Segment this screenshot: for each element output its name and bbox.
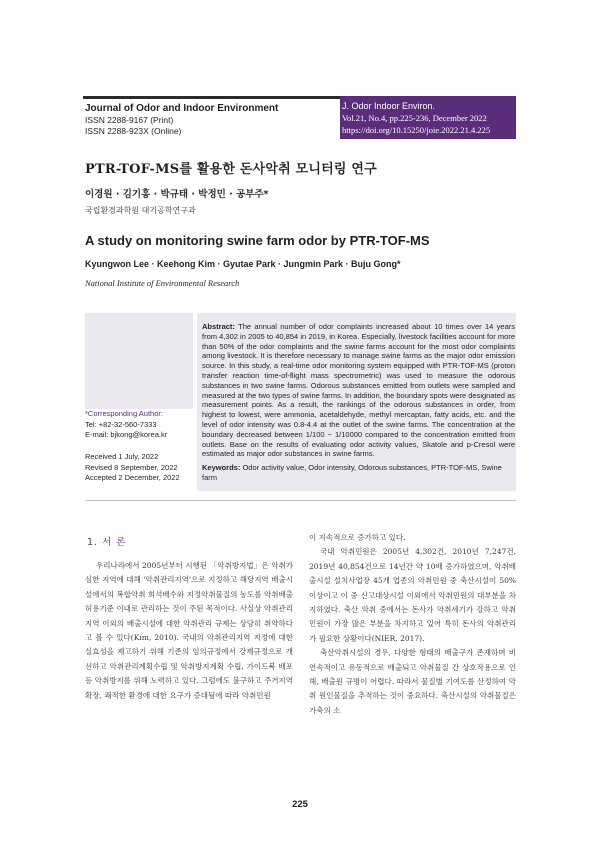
section-title-introduction: 1. 서 론 bbox=[87, 537, 127, 548]
body-paragraph: 국내 악취민원은 2005년 4,302건, 2010년 7,247건, 2019년 40,854건으로 14년간 약 10배 증가하였으며, 악취배출시설 설치사업장 45개 업종의 악취민원 중 축산시설이 50% 이상이고 이 중 신고대상시설 이외에서 악취민원의 대부분을 차지하였다. 축산 악취 중에서는 돈사가 악취세기가 강하고 악취민원이 가장 많은 부분을 차지하고 있어 특히 돈사의 악취관리가 필요한 상황이다(NIER, 2017). bbox=[309, 547, 516, 643]
journal-abbrev: J. Odor Indoor Environ. bbox=[342, 101, 436, 111]
header-rule-left bbox=[83, 96, 340, 99]
revised-date: Revised 8 September, 2022 bbox=[85, 462, 178, 472]
keywords-text: Odor activity value, Odor intensity, Odorous substances, PTR-TOF-MS, Swine farm bbox=[202, 463, 502, 482]
sidebar-shade bbox=[85, 313, 193, 409]
keywords-label: Keywords: bbox=[202, 463, 241, 472]
accepted-date: Accepted 2 December, 2022 bbox=[85, 473, 180, 482]
journal-info bbox=[85, 103, 340, 137]
doi-link[interactable]: https://doi.org/10.15250/joie.2022.21.4.225 bbox=[342, 125, 491, 135]
body-paragraph: 우리나라에서 2005년부터 시행된 「악취방지법」은 악취가 심한 지역에 대해 '악취관리지역'으로 지정하고 해당지역 배출시설에서의 복합악취 희석배수와 지정악취물질의 농도를 악취배출허용기준 이내로 관리하는 것이 주된 목적이다. 사실상 악취관리지역 이외의 배출시설에 대한 악취관리 규제는 상당히 취약하다고 볼 수 있다(Kim, 2010). 국내의 악취관리지역 지정에 대한 실효성을 제고하기 위해 기존의 임의규정에서 강제규정으로 개선하고 악취관리계획수립 및 악취방지계획 수립, 가이드북 배포 등 악취방지를 위해 노력하고 있다. 그럼에도 불구하고 주거지역 확장, 쾌적한 환경에 대한 요구가 증대됨에 따라 악취민원 bbox=[85, 561, 293, 700]
authors-english: Kyungwon Lee · Keehong Kim · Gyutae Park · Jungmin Park · Buju Gong* bbox=[85, 259, 401, 269]
body-paragraph: 이 지속적으로 증가하고 있다. bbox=[309, 533, 406, 542]
abstract bbox=[202, 322, 515, 459]
received-date: Received 1 July, 2022 bbox=[85, 452, 159, 461]
volume-info: Vol.21, No.4, pp.225-236, December 2022 bbox=[342, 113, 487, 123]
body-column-left bbox=[85, 559, 293, 703]
body-paragraph: 축산악취시설의 경우, 다양한 형태의 배출구가 존재하며 비연속적이고 유동적으로 배출되고 악취물질 간 상호작용으로 인해, 배출원 규명이 어렵다. 따라서 물질별 기여도를 산정하여 악취 원인물질을 추적하는 것이 중요하다. 축산시설의 악취물질은 가축의 소 bbox=[309, 648, 516, 715]
affiliation-korean: 국립환경과학원 대기공학연구과 bbox=[85, 206, 196, 215]
corresponding-tel: Tel: +82-32-560-7333 bbox=[85, 419, 157, 429]
abstract-text: The annual number of odor complaints increased about 10 times over 14 years from 4,302 in 2005 to 40,854 in 2019, in Korea. Especially, livestock facilities account for more than 50% of the odor complaints and the swine farms account for the most odor complaints among livestock. It is therefore necessary to manage swine farms as the major odor emission source. In this study, a real-time odor monitoring system equipped with PTR-TOF-MS (proton transfer reaction time-of-flight mass spectrometric) was used to measure the odorous substances in two swine farms. Odorous substances emitted from outlets were sampled and measured at the two types of swine farms. In addition, the boundary spots were designated as measurement points. As a result, the rankings of the odorous substances in order, from highest to lowest, were ammonia, acetaldehyde, methyl mercaptan, fatty acids, etc. and the level of odor intensity was 0.8-4.4 at the outlet of the swine farms. The concentration at the boundary decreased between 1/100 ~ 1/10000 compared to the concentration emitted from outlets. Base on the results of evaluating odor activity values, Skatole and p-Cresol were estimated as major odor substances in swine farms. bbox=[202, 322, 515, 459]
issn-print: ISSN 2288-9167 (Print) bbox=[85, 115, 174, 125]
issn-online: ISSN 2288-923X (Online) bbox=[85, 126, 182, 136]
journal-title: Journal of Odor and Indoor Environment bbox=[85, 103, 279, 114]
authors-korean: 이경원 · 김기홍 · 박규태 · 박정민 · 공부주* bbox=[85, 189, 269, 200]
affiliation-english: National Institute of Environmental Research bbox=[85, 278, 240, 288]
corresponding-author-info bbox=[85, 409, 195, 441]
page-number: 225 bbox=[292, 799, 308, 810]
title-english: A study on monitoring swine farm odor by PTR-TOF-MS bbox=[85, 233, 430, 248]
title-korean: PTR-TOF-MS를 활용한 돈사악취 모니터링 연구 bbox=[85, 162, 377, 177]
corresponding-label: *Corresponding Author: bbox=[85, 409, 163, 418]
journal-citation-box bbox=[340, 99, 516, 139]
section-divider bbox=[85, 500, 516, 501]
abstract-label: Abstract: bbox=[202, 322, 235, 331]
keywords bbox=[202, 463, 515, 483]
corresponding-email[interactable]: E-mail: bjkong@korea.kr bbox=[85, 430, 168, 439]
body-column-right bbox=[309, 531, 516, 718]
article-dates bbox=[85, 452, 197, 484]
